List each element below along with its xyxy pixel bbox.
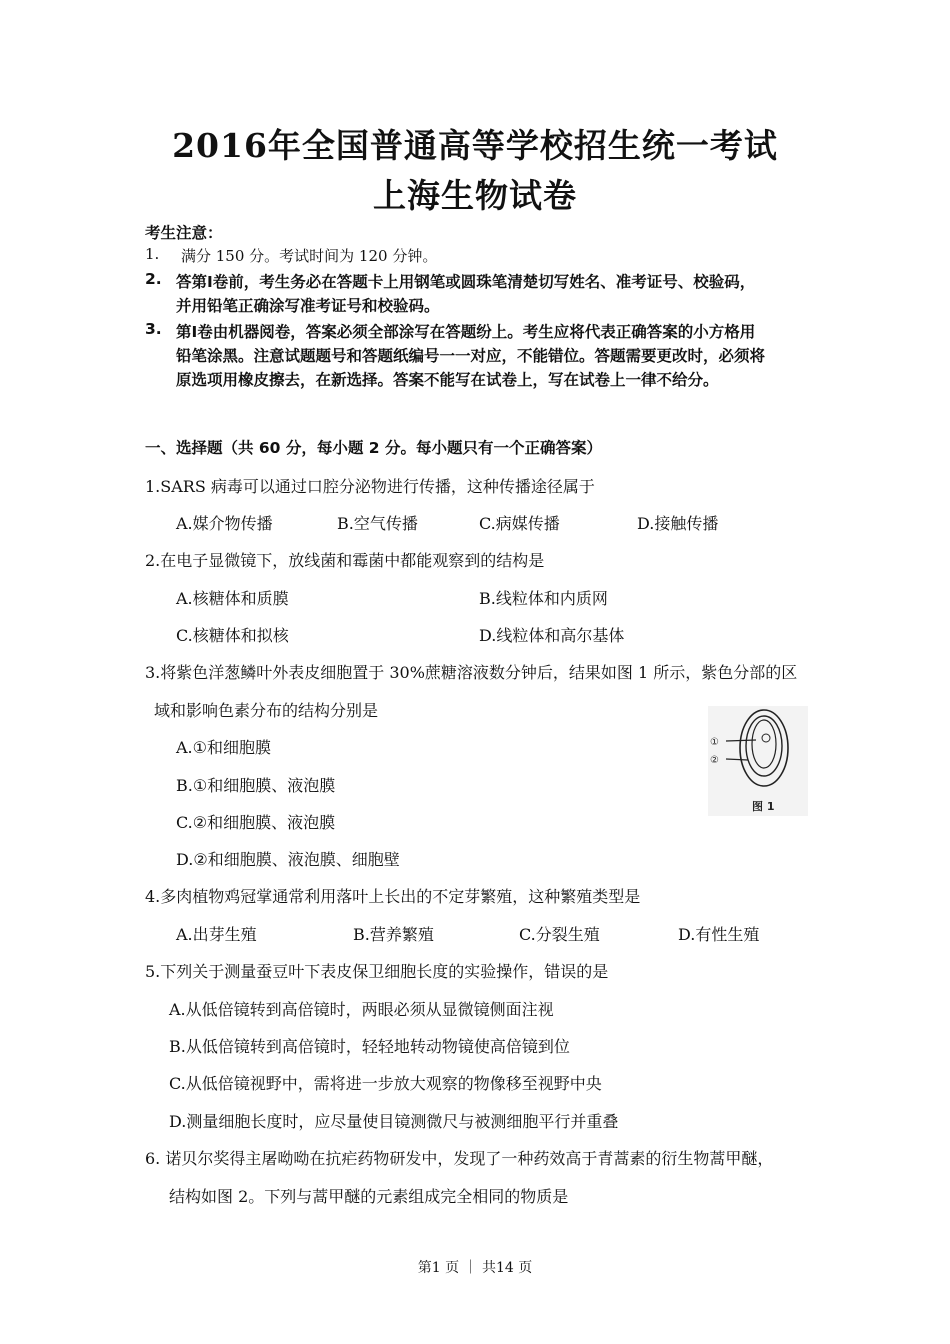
figure-label-1: ① — [710, 737, 719, 748]
page-footer: 第1 页 ｜ 共14 页 — [417, 1260, 533, 1276]
question-stem: 结构如图 2。下列与蒿甲醚的元素组成完全相同的物质是 — [169, 1187, 569, 1206]
figure-caption: 图 1 — [752, 800, 775, 813]
notice-item-text: 第Ⅰ卷由机器阅卷，答案必须全部涂写在答题纷上。考生应将代表正确答案的小方格用 — [176, 323, 756, 341]
question-option: C.分裂生殖 — [519, 925, 600, 944]
question-option: A.媒介物传播 — [176, 514, 273, 533]
question-option: A.核糖体和质膜 — [176, 589, 289, 608]
question-option: B.营养繁殖 — [353, 925, 434, 944]
question-option: C.病媒传播 — [479, 514, 560, 533]
notice-item-text: 满分 150 分。考试时间为 120 分钟。 — [181, 247, 438, 265]
question-option: B.从低倍镜转到高倍镜时，轻轻地转动物镜使高倍镜到位 — [169, 1037, 570, 1056]
notice-item-text: 答第Ⅰ卷前，考生务必在答题卡上用钢笔或圆珠笔清楚切写姓名、准考证号、校验码， — [176, 273, 756, 291]
exam-title-line2: 上海生物试卷 — [373, 176, 577, 215]
figure-label-2: ② — [710, 755, 719, 766]
question-option: D.测量细胞长度时，应尽量使目镜测微尺与被测细胞平行并重叠 — [169, 1112, 619, 1131]
exam-title-line1: 2016年全国普通高等学校招生统一考试 — [172, 126, 778, 165]
notice-item-text: 铅笔涂黑。注意试题题号和答题纸编号一一对应，不能错位。答题需要更改时，必须将 — [176, 347, 766, 365]
question-stem: 6. 诺贝尔奖得主屠呦呦在抗疟药物研发中，发现了一种药效高于青蒿素的衍生物蒿甲醚， — [145, 1149, 774, 1168]
notice-item-number: 3. — [145, 320, 162, 338]
question-stem: 5.下列关于测量蚕豆叶下表皮保卫细胞长度的实验操作，错误的是 — [145, 962, 609, 981]
question-stem: 1.SARS 病毒可以通过口腔分泌物进行传播，这种传播途径属于 — [145, 477, 595, 496]
question-stem: 2.在电子显微镜下，放线菌和霉菌中都能观察到的结构是 — [145, 551, 545, 570]
question-option: D.②和细胞膜、液泡膜、细胞壁 — [176, 850, 400, 869]
question-option: B.①和细胞膜、液泡膜 — [176, 776, 336, 795]
notice-item-text: 并用铅笔正确涂写准考证号和校验码。 — [176, 297, 440, 315]
question-option: B.空气传播 — [337, 514, 418, 533]
question-option: B.线粒体和内质网 — [479, 589, 608, 608]
question-option: D.接触传播 — [637, 514, 719, 533]
notice-item-number: 2. — [145, 270, 162, 288]
question-option: D.有性生殖 — [678, 925, 760, 944]
question-stem: 3.将紫色洋葱鳞叶外表皮细胞置于 30%蔗糖溶液数分钟后，结果如图 1 所示，紫色分部的区 — [145, 663, 798, 682]
question-option: A.①和细胞膜 — [176, 738, 271, 757]
notice-item-number: 1. — [145, 245, 160, 263]
question-option: C.②和细胞膜、液泡膜 — [176, 813, 336, 832]
notice-item-text: 原选项用橡皮擦去，在新选择。答案不能写在试卷上，写在试卷上一律不给分。 — [176, 371, 719, 389]
figure-1-cell-diagram — [708, 706, 808, 816]
question-option: A.从低倍镜转到高倍镜时，两眼必须从显微镜侧面注视 — [169, 1000, 554, 1019]
section-heading: 一、选择题（共 60 分，每小题 2 分。每小题只有一个正确答案） — [145, 439, 602, 457]
question-option: A.出芽生殖 — [176, 925, 257, 944]
question-option: C.核糖体和拟核 — [176, 626, 289, 645]
question-option: D.线粒体和高尔基体 — [479, 626, 625, 645]
notice-heading: 考生注意： — [145, 224, 223, 242]
question-stem: 域和影响色素分布的结构分别是 — [154, 701, 379, 720]
question-stem: 4.多肉植物鸡冠掌通常利用落叶上长出的不定芽繁殖，这种繁殖类型是 — [145, 887, 641, 906]
question-option: C.从低倍镜视野中，需将进一步放大观察的物像移至视野中央 — [169, 1074, 602, 1093]
